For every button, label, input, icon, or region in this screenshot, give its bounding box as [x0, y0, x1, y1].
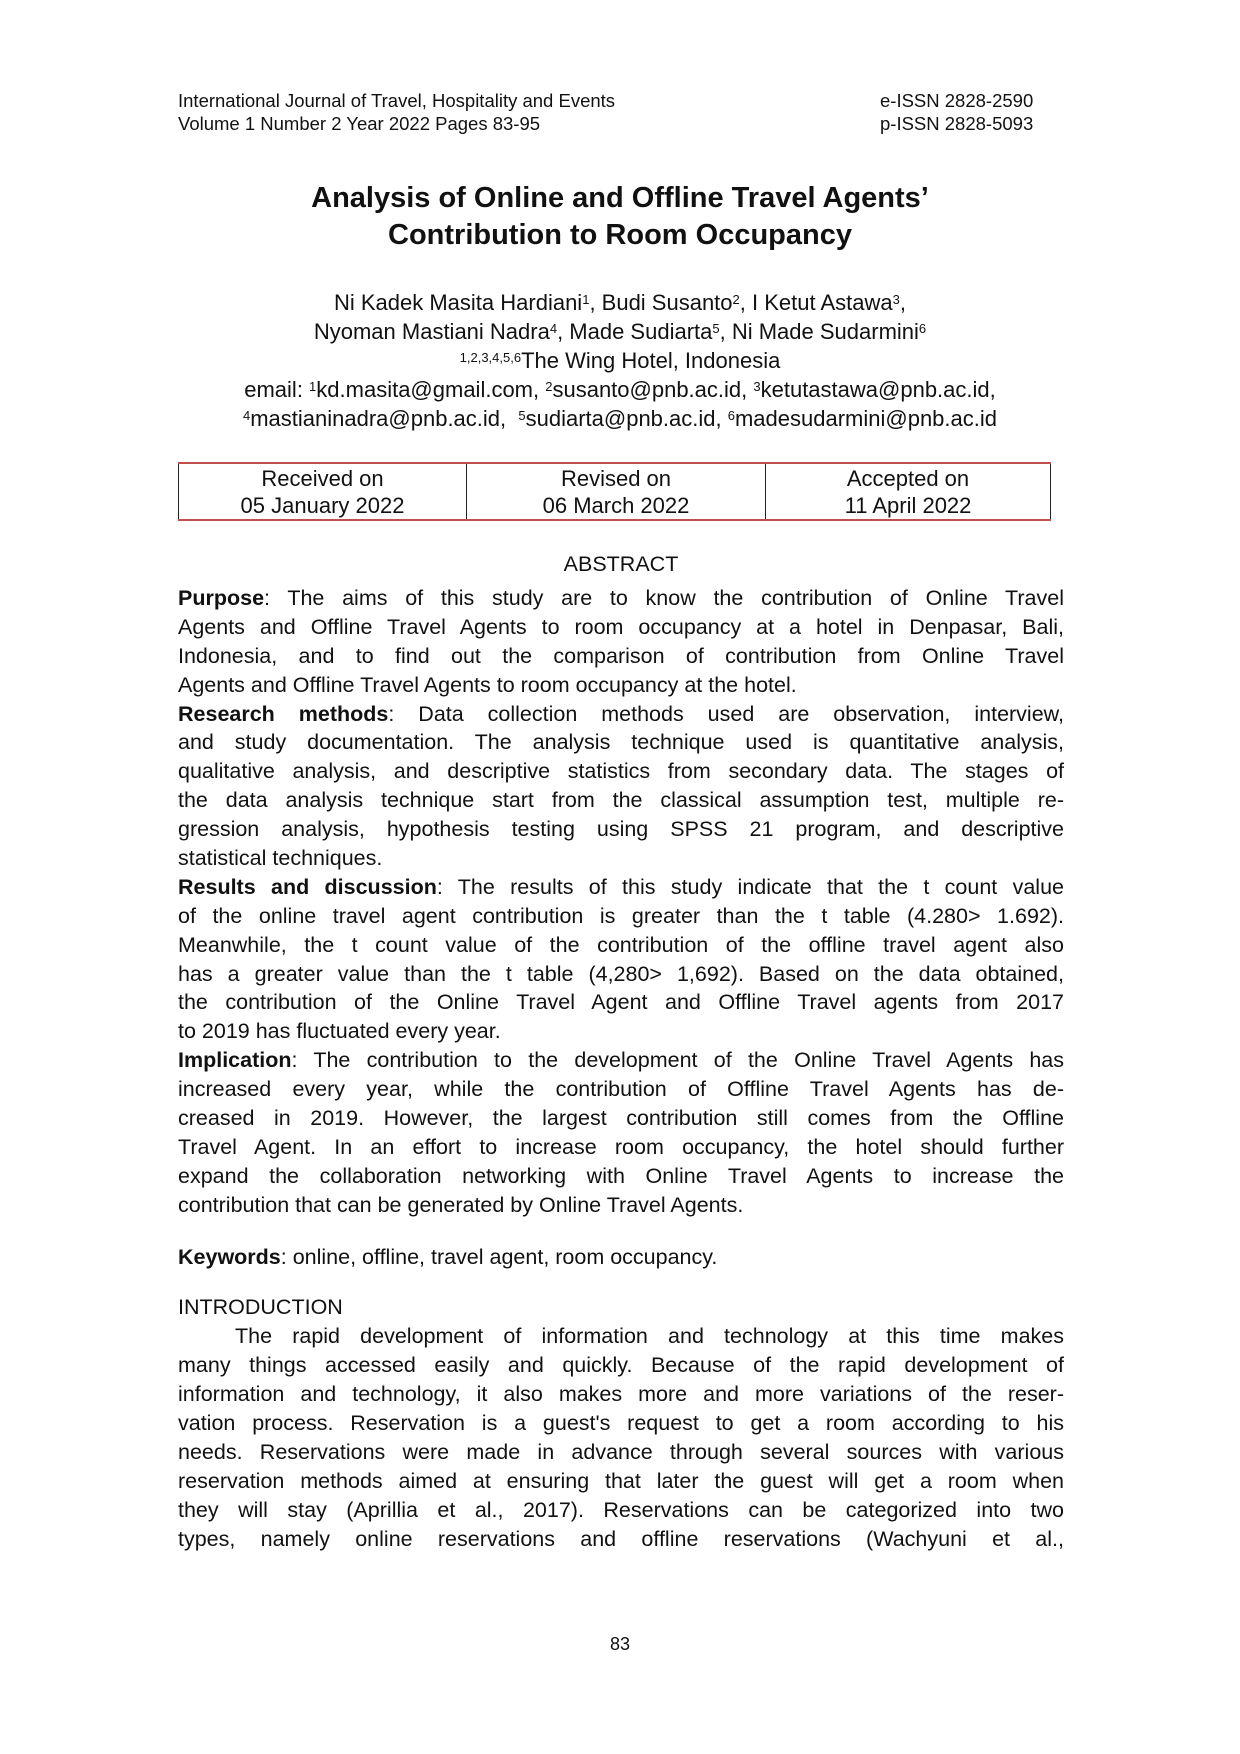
- issn-block: [880, 89, 1051, 135]
- text-line: Research methods: Data collection methods used are observation, interview,: [178, 701, 1064, 726]
- accepted-cell: Accepted on 11 April 2022: [766, 463, 1051, 520]
- text-line: reservation methods aimed at ensuring that later the guest will get a room when: [178, 1468, 1064, 1493]
- e-issn: e-ISSN 2828-2590: [880, 90, 1034, 111]
- abstract-purpose: [178, 584, 1064, 700]
- text-line: they will stay (Aprillia et al., 2017). Reservations can be categorized into two: [178, 1497, 1064, 1522]
- journal-volume: Volume 1 Number 2 Year 2022 Pages 83-95: [178, 113, 541, 134]
- text-line: Meanwhile, the t count value of the contribution of the offline travel agent also: [178, 932, 1064, 957]
- text-line: Indonesia, and to find out the comparison of contribution from Online Travel: [178, 643, 1064, 668]
- p-issn: p-ISSN 2828-5093: [880, 113, 1034, 134]
- journal-header: [178, 89, 615, 135]
- abstract: [178, 549, 1064, 1554]
- text-line: The rapid development of information and technology at this time makes: [235, 1324, 1064, 1349]
- text-line: qualitative analysis, and descriptive statistics from secondary data. The stages of: [178, 759, 1064, 784]
- abstract-heading: ABSTRACT: [563, 552, 679, 576]
- text-line: many things accessed easily and quickly. Because of the rapid development of: [178, 1353, 1064, 1378]
- introduction-text: [178, 1322, 1064, 1553]
- paper-title: [0, 180, 1240, 254]
- abstract-results: [178, 873, 1064, 1046]
- emails-line-2: $^4$mastianinadra@pnb.ac.id, $^5$sudiarta@pnb.ac.id, $^6$madesudarmini@pnb.ac.id: [242, 406, 997, 431]
- text-line: contribution that can be generated by Online Travel Agents.: [178, 1192, 744, 1217]
- text-line: of the online travel agent contribution is greater than the t table (4.280> 1.692).: [178, 903, 1064, 928]
- text-line: increased every year, while the contribution of Offline Travel Agents has de-: [178, 1077, 1064, 1102]
- title-line: Analysis of Online and Offline Travel Agents’: [311, 182, 929, 214]
- text-line: Purpose: The aims of this study are to know the contribution of Online Travel: [178, 586, 1064, 610]
- text-line: information and technology, it also makes more and more variations of the reser-: [178, 1382, 1064, 1407]
- text-line: Travel Agent. In an effort to increase room occupancy, the hotel should further: [178, 1134, 1064, 1159]
- text-line: has a greater value than the t table (4,280> 1,692). Based on the data obtained,: [178, 961, 1064, 986]
- revised-cell: Revised on 06 March 2022: [467, 463, 766, 520]
- journal-name: International Journal of Travel, Hospitality and Events: [178, 90, 616, 111]
- text-line: Implication: The contribution to the development of the Online Travel Agents has: [178, 1048, 1064, 1073]
- text-line: to 2019 has fluctuated every year.: [178, 1019, 501, 1044]
- text-line: Agents and Offline Travel Agents to room occupancy at a hotel in Denpasar, Bali,: [178, 614, 1064, 639]
- text-line: statistical techniques.: [178, 846, 383, 871]
- text-line: the contribution of the Online Travel Agent and Offline Travel agents from 2017: [178, 990, 1064, 1015]
- text-line: Agents and Offline Travel Agents to room occupancy at the hotel.: [178, 672, 797, 697]
- text-line: gression analysis, hypothesis testing using SPSS 21 program, and descriptive: [178, 817, 1064, 842]
- text-line: the data analysis technique start from the classical assumption test, multiple re-: [178, 788, 1064, 813]
- authors-line-2: Nyoman Mastiani Nadra$^4$, Made Sudiarta$^5$, Ni Made Sudarmini$^6$: [313, 319, 927, 344]
- text-line: needs. Reservations were made in advance through several sources with various: [178, 1439, 1064, 1464]
- text-line: Results and discussion: The results of this study indicate that the t count value: [178, 874, 1064, 899]
- received-cell: Received on 05 January 2022: [179, 463, 467, 520]
- page-number: 83: [609, 1634, 631, 1654]
- text-line: expand the collaboration networking with Online Travel Agents to increase the: [178, 1163, 1064, 1188]
- text-line: types, namely online reservations and offline reservations (Wachyuni et al.,: [178, 1526, 1064, 1551]
- affiliation: $^{1,2,3,4,5,6}$The Wing Hotel, Indonesia: [459, 348, 781, 373]
- text-line: and study documentation. The analysis technique used is quantitative analysis,: [178, 730, 1064, 755]
- authors-block: [0, 288, 1240, 433]
- abstract-methods: [178, 700, 1064, 873]
- text-line: creased in 2019. However, the largest contribution still comes from the Offline: [178, 1106, 1064, 1131]
- title-line: Contribution to Room Occupancy: [388, 219, 852, 251]
- dates-table: [178, 462, 1051, 521]
- text-line: vation process. Reservation is a guest's request to get a room according to his: [178, 1411, 1064, 1436]
- introduction-heading: INTRODUCTION: [178, 1295, 343, 1320]
- emails-line-1: email: $^1$kd.masita@gmail.com, $^2$susanto@pnb.ac.id, $^3$ketutastawa@pnb.ac.id,: [244, 377, 996, 402]
- abstract-implication: [178, 1046, 1064, 1219]
- keywords: Keywords: online, offline, travel agent, room occupancy.: [178, 1244, 718, 1269]
- authors-line-1: Ni Kadek Masita Hardiani$^1$, Budi Susanto$^2$, I Ketut Astawa$^3$,: [333, 290, 907, 315]
